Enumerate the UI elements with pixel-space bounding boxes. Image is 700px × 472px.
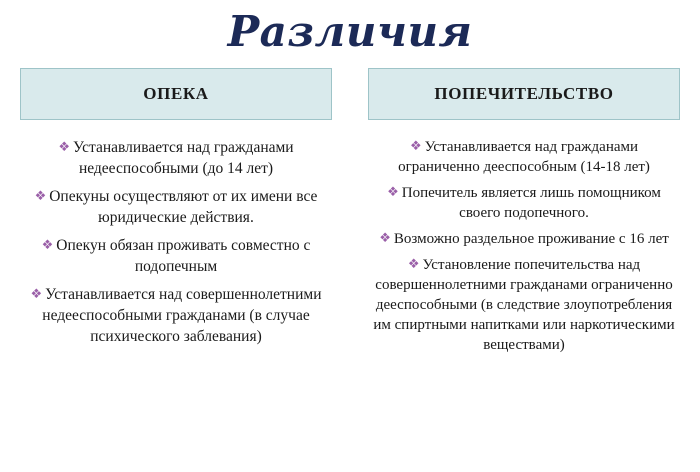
bullet-icon: ❖ bbox=[407, 256, 420, 271]
bullet-icon: ❖ bbox=[30, 286, 43, 301]
column-guardianship bbox=[20, 68, 332, 360]
list-item bbox=[20, 136, 332, 179]
list-item bbox=[20, 185, 332, 228]
bullet-list-popechitelstvo bbox=[368, 136, 680, 355]
bullet-list-opeka bbox=[20, 136, 332, 347]
list-item-text: Устанавливается над гражданами ограниченно дееспособным (14-18 лет) bbox=[398, 139, 650, 175]
list-item bbox=[368, 136, 680, 177]
list-item bbox=[368, 254, 680, 355]
column-header-popechitelstvo bbox=[368, 68, 680, 120]
bullet-icon: ❖ bbox=[34, 188, 47, 203]
page-title: Различия bbox=[227, 7, 473, 56]
list-item bbox=[20, 234, 332, 277]
list-item bbox=[20, 283, 332, 347]
column-header-label: ОПЕКА bbox=[143, 84, 209, 103]
column-trusteeship bbox=[368, 68, 680, 360]
bullet-icon: ❖ bbox=[41, 237, 54, 252]
list-item-text: Опекун обязан проживать совместно с подопечным bbox=[56, 237, 311, 275]
slide-root bbox=[0, 6, 700, 472]
column-header-opeka bbox=[20, 68, 332, 120]
column-header-label: ПОПЕЧИТЕЛЬСТВО bbox=[434, 84, 614, 103]
list-item-text: Опекуны осуществляют от их имени все юридические действия. bbox=[49, 188, 318, 226]
list-item-text: Установление попечительства над совершеннолетними гражданами ограниченно дееспособными (в следствие злоупотребления им спиртными напитками или наркотическими веществами) bbox=[373, 257, 675, 353]
list-item-text: Попечитель является лишь помощником своего подопечного. bbox=[401, 185, 661, 221]
list-item bbox=[368, 182, 680, 223]
bullet-icon: ❖ bbox=[379, 230, 391, 245]
comparison-columns bbox=[0, 58, 700, 360]
list-item-text: Устанавливается над гражданами недееспособными (до 14 лет) bbox=[73, 139, 294, 177]
list-item-text: Возможно раздельное проживание с 16 лет bbox=[393, 231, 669, 247]
list-item bbox=[368, 228, 680, 249]
bullet-icon: ❖ bbox=[58, 139, 71, 154]
bullet-icon: ❖ bbox=[387, 184, 399, 199]
list-item-text: Устанавливается над совершеннолетними недееспособными гражданами (в случае психического заблевания) bbox=[42, 286, 322, 345]
bullet-icon: ❖ bbox=[409, 138, 422, 153]
